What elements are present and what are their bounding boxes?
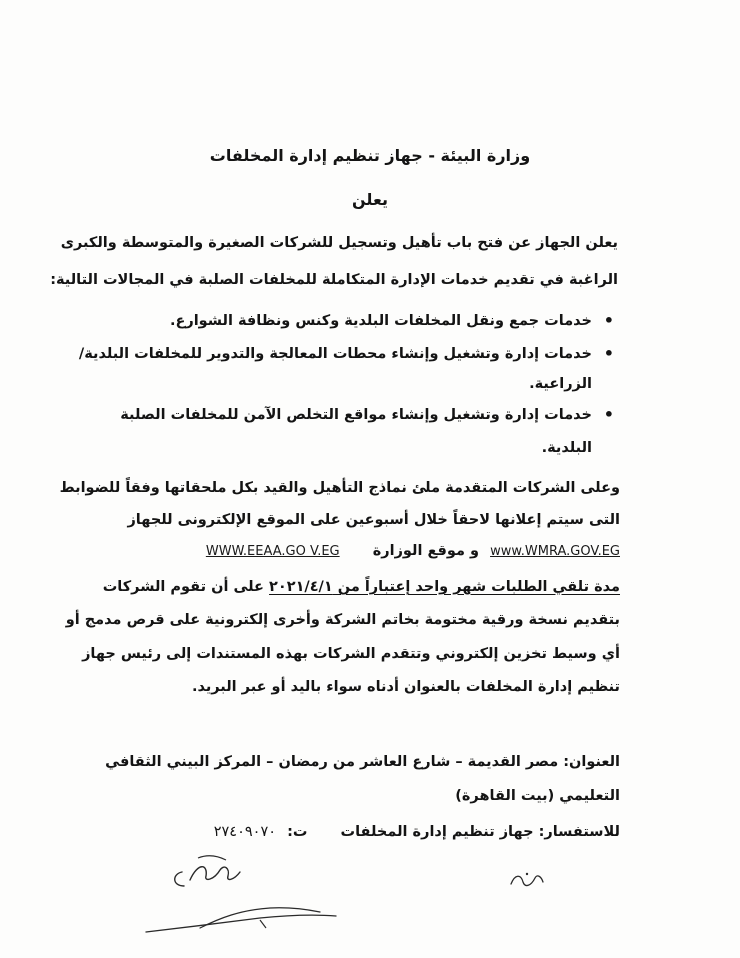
ministry-site-label: و موقع الوزارة [372,543,479,559]
bullet-icon: • [603,405,614,424]
para3-line-1 [103,577,620,597]
para3-line-3: أي وسيط تخزين إلكتروني وتتقدم الشركات بهذه المستندات إلى رئيس جهاز [82,646,620,662]
bullet-icon: • [603,311,614,330]
para3-line-4: تنظيم إدارة المخلفات بالعنوان أدناه سواء باليد أو عبر البريد. [191,679,620,695]
phone-label: ت: [287,824,308,840]
inquiry-line [214,822,620,842]
bullet-icon: • [603,344,614,363]
intro-line-1: يعلن الجهاز عن فتح باب تأهيل وتسجيل للشركات الصغيرة والمتوسطة والكبرى [60,235,618,251]
service-item-3-cont: البلدية. [541,440,592,456]
intro-line-2: الراغبة في تقديم خدمات الإدارة المتكاملة للمخلفات الصلبة في المجالات التالية: [50,272,618,288]
submission-period: مدة تلقي الطلبات شهر واحد إعتباراً من ٢٠٢١/٤/١ [269,579,620,595]
phone-number: ٢٧٤٠٩٠٧٠ [213,824,277,840]
document-title: وزارة البيئة - جهاز تنظيم إدارة المخلفات [209,146,531,165]
para2-line-3 [206,541,620,562]
announce-heading: يعلن [352,190,388,209]
para3-line-2: بتقديم نسخة ورقية مختومة بخاتم الشركة وأخرى إلكترونية على قرص مدمج أو [65,612,620,628]
para3-line-1-rest: على أن تقوم الشركات [102,579,270,595]
para2-line-2: التى سيتم إعلانها لاحقاً خلال أسبوعين على الموقع الإلكترونى للجهاز [127,512,620,528]
service-item-1: خدمات جمع ونقل المخلفات البلدية وكنس ونظافة الشوارع. [169,313,592,329]
para2-line-1: وعلى الشركات المتقدمة ملئ نماذج التأهيل والقيد بكل ملحقاتها وفقاً للضوابط [59,480,620,496]
eeaa-link[interactable]: WWW.EEAA.GO V.EG [205,544,340,559]
wmra-link[interactable]: www.WMRA.GOV.EG [490,544,620,559]
service-item-3: خدمات إدارة وتشغيل وإنشاء مواقع التخلص الآمن للمخلفات الصلبة [120,407,592,423]
handwritten-signature [168,850,248,894]
service-item-2: خدمات إدارة وتشغيل وإنشاء محطات المعالجة والتدوير للمخلفات البلدية/ [78,346,592,362]
address-line-1: العنوان: مصر القديمة – شارع العاشر من رمضان – المركز البيني الثقافي [105,754,620,770]
signature-stroke [140,898,340,942]
initials-mark [505,866,549,894]
address-line-2: التعليمي (بيت القاهرة) [455,788,620,804]
service-item-2-cont: الزراعية. [529,376,592,392]
inquiry-label: للاستفسار: جهاز تنظيم إدارة المخلفات [340,824,620,840]
